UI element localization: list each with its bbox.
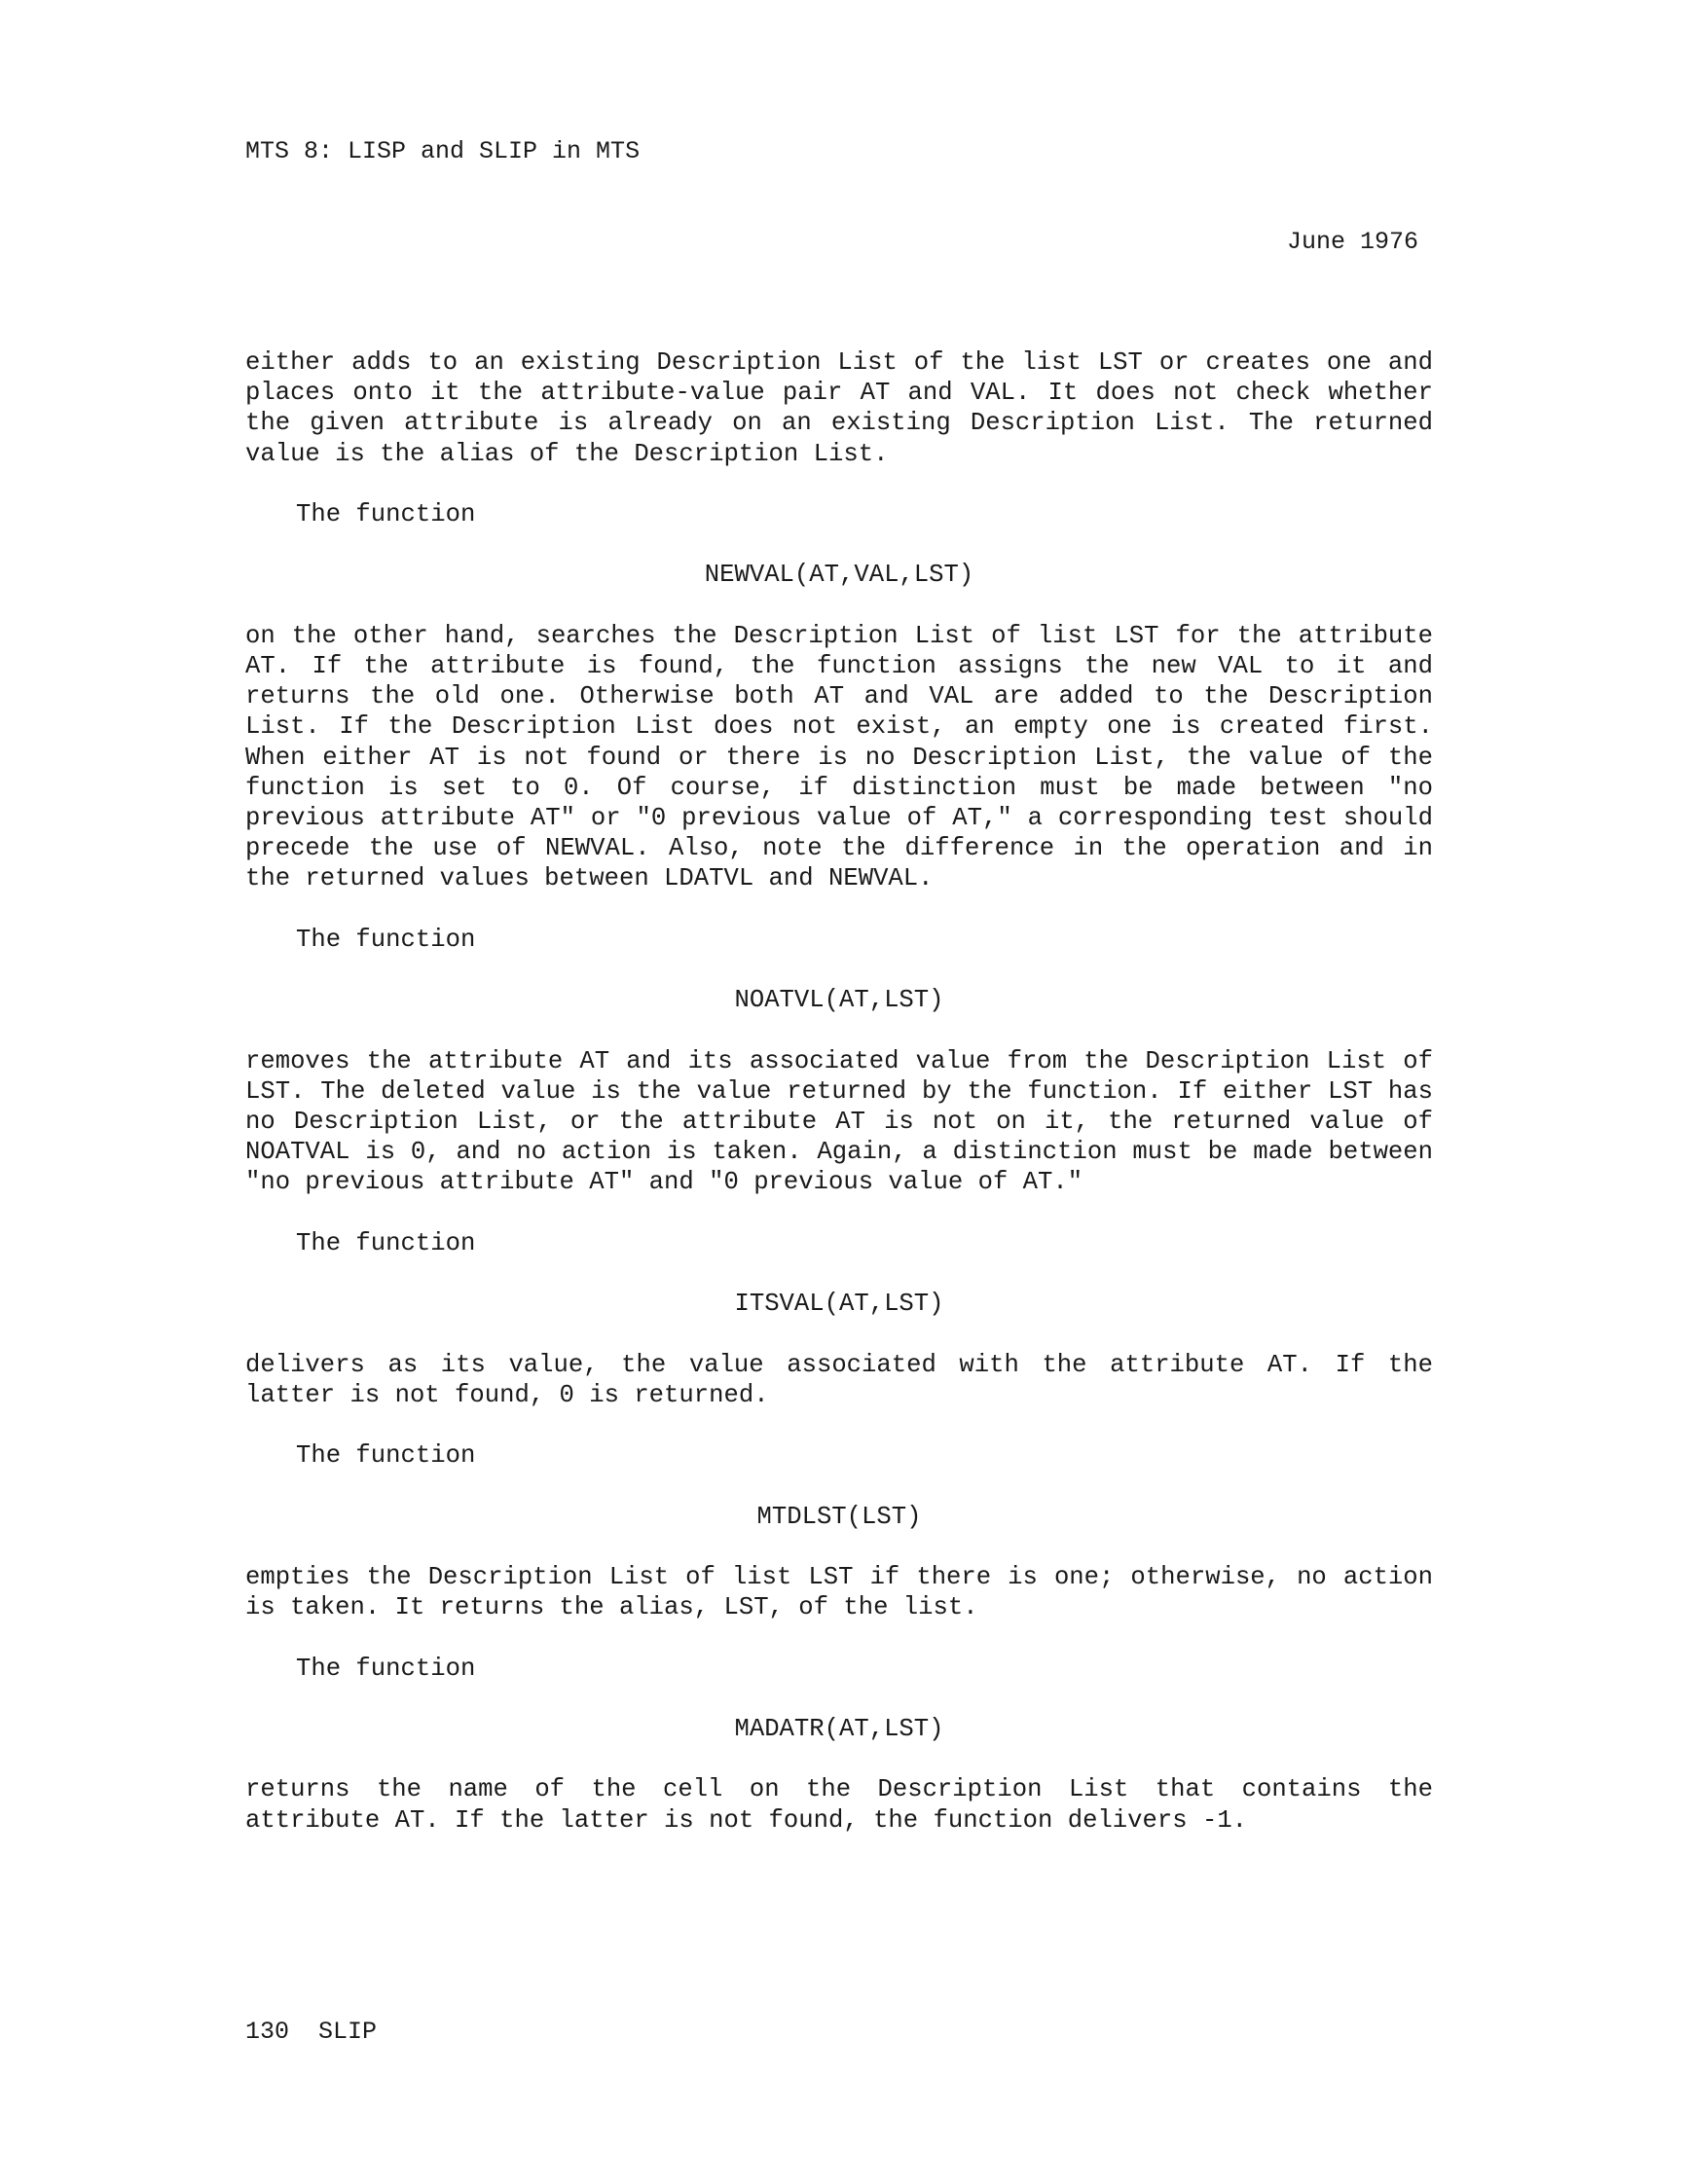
function-signature: MADATR(AT,LST) bbox=[734, 1714, 944, 1743]
paragraph: either adds to an existing Description List of the list LST or creates one and places onto it the attribute-value pair AT and VAL. It does not check whether the given attribute is already on an existing Description List. The returned value is the alias of the Description List. bbox=[245, 348, 1433, 468]
running-header-date: June 1976 bbox=[1287, 228, 1419, 256]
paragraph: on the other hand, searches the Description List of list LST for the attribute AT. If the attribute is found, the function assigns the new VAL to it and returns the old one. Otherwise both AT and VAL are added to the Description List. If the Description List does not exist, an empty one is created first. When either AT is not found or there is no Description List, the value of the function is set to 0. Of course, if distinction must be made between "no previous attribute AT" or "0 previous value of AT," a corresponding test should precede the use of NEWVAL. Also, note the difference in the operation and in the returned values between LDATVL and NEWVAL. bbox=[245, 621, 1433, 893]
paragraph: removes the attribute AT and its associated value from the Description List of LST. The deleted value is the value returned by the function. If either LST has no Description List, or the attribute AT is not on it, the returned value of NOATVAL is 0, and no action is taken. Again, a distinction must be made between "no previous attribute AT" and "0 previous value of AT." bbox=[245, 1046, 1433, 1197]
paragraph: delivers as its value, the value associated with the attribute AT. If the latter is not found, 0 is returned. bbox=[245, 1350, 1433, 1409]
function-intro: The function bbox=[296, 1441, 476, 1471]
function-signature: NOATVL(AT,LST) bbox=[734, 986, 944, 1015]
function-intro: The function bbox=[296, 1654, 476, 1683]
page-footer: 130 SLIP bbox=[245, 2018, 378, 2046]
function-intro: The function bbox=[296, 925, 476, 954]
function-signature: MTDLST(LST) bbox=[756, 1502, 922, 1531]
page-body bbox=[245, 347, 1433, 1836]
function-intro: The function bbox=[296, 500, 476, 528]
running-header-title: MTS 8: LISP and SLIP in MTS bbox=[245, 137, 641, 165]
paragraph: empties the Description List of list LST if there is one; otherwise, no action is taken. It returns the alias, LST, of the list. bbox=[245, 1562, 1433, 1622]
function-intro: The function bbox=[296, 1228, 476, 1257]
function-signature: ITSVAL(AT,LST) bbox=[734, 1290, 944, 1319]
function-signature: NEWVAL(AT,VAL,LST) bbox=[704, 561, 974, 590]
paragraph: returns the name of the cell on the Description List that contains the attribute AT. If the latter is not found, the function delivers -1. bbox=[245, 1775, 1433, 1835]
